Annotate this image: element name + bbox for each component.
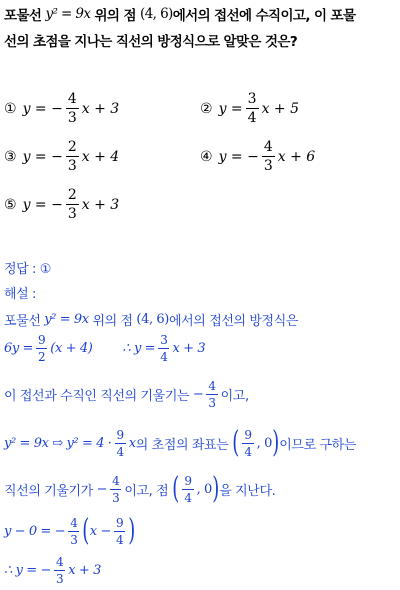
denominator: 3 <box>56 572 64 586</box>
option-rhs: x + 5 <box>261 100 300 117</box>
numerator: 4 <box>67 91 77 107</box>
option-rhs: x + 3 <box>81 196 120 213</box>
solution-equation: x − <box>89 523 111 539</box>
numerator: 9 <box>244 427 252 442</box>
solution-equation: x + 3 <box>172 341 206 356</box>
numerator: 3 <box>247 91 257 107</box>
solution-equation: , 0 <box>256 435 272 451</box>
left-paren: ( <box>232 425 240 460</box>
solution-fraction <box>242 429 253 458</box>
solution-equation: x <box>128 435 136 451</box>
numerator: 9 <box>38 333 46 347</box>
solution-equation: ∴ y = <box>122 341 156 356</box>
option-fraction <box>262 140 275 173</box>
option-5[interactable] <box>4 188 119 221</box>
numerator: 4 <box>263 139 273 155</box>
implies-arrow-icon: ⇨ <box>52 435 63 451</box>
solution-text: 의 초점의 좌표는 <box>135 437 229 453</box>
solution-fraction <box>158 334 169 363</box>
denominator: 3 <box>263 158 273 174</box>
solution-equation: , 0 <box>196 481 212 497</box>
answer-line <box>4 258 51 277</box>
left-paren: ( <box>82 513 90 548</box>
question-line-1 <box>4 4 355 24</box>
solution-text: 이고, <box>220 389 249 404</box>
option-lhs: y = − <box>22 148 63 165</box>
solution-step-7 <box>4 556 101 585</box>
option-rhs: x + 6 <box>277 148 316 165</box>
right-paren: ) <box>212 471 219 506</box>
denominator: 4 <box>247 110 257 126</box>
denominator: 3 <box>67 206 77 222</box>
solution-fraction <box>110 475 121 504</box>
option-3[interactable] <box>4 140 119 173</box>
option-4[interactable] <box>200 140 315 173</box>
denominator: 4 <box>115 532 124 547</box>
denominator: 3 <box>208 396 216 410</box>
solution-equation: y − 0 = − <box>4 523 66 539</box>
solution-equation: x + 3 <box>68 563 102 578</box>
solution-step-2 <box>4 334 205 363</box>
numerator: 4 <box>70 515 78 530</box>
denominator: 3 <box>112 490 120 505</box>
denominator: 2 <box>38 350 46 364</box>
solution-equation: ∴ y = − <box>4 563 51 578</box>
option-fraction <box>66 140 79 173</box>
solution-text: 을 지난다. <box>219 483 276 499</box>
option-lhs: y = − <box>22 100 63 117</box>
solution-step-1 <box>4 310 298 329</box>
numerator: 4 <box>56 555 64 569</box>
denominator: 4 <box>116 444 124 459</box>
solution-fraction <box>115 429 126 458</box>
solution-text: 직선의 기울기가 <box>4 483 93 499</box>
numerator: 9 <box>116 427 124 442</box>
numerator: 9 <box>115 515 124 530</box>
solution-step-4 <box>4 425 356 460</box>
numerator: 9 <box>184 473 192 488</box>
numerator: 3 <box>160 333 168 347</box>
solution-text: 에서의 접선의 방정식은 <box>168 314 299 329</box>
numerator: 4 <box>112 473 120 488</box>
option-number: ③ <box>4 148 17 165</box>
denominator: 3 <box>67 110 77 126</box>
option-lhs: y = − <box>218 148 259 165</box>
solution-equation: y² = 4 · <box>66 435 112 451</box>
option-number: ① <box>4 100 17 117</box>
solution-equation: (x + 4) <box>50 341 93 356</box>
question-text: 위의 점 <box>94 8 136 24</box>
denominator: 3 <box>70 532 78 547</box>
solution-text: 이 접선과 수직인 직선의 기울기는 <box>4 389 190 404</box>
solution-step-6 <box>4 513 136 548</box>
solution-equation: y² = 9x <box>4 435 49 451</box>
option-fraction <box>246 92 259 125</box>
option-2[interactable] <box>200 92 299 125</box>
question-line-2 <box>4 30 297 50</box>
solution-step-3 <box>4 380 249 409</box>
option-number: ④ <box>200 148 213 165</box>
solution-step-5 <box>4 471 276 506</box>
solution-fraction <box>114 517 125 546</box>
solution-text: 위의 점 <box>92 314 133 329</box>
solution-fraction <box>68 517 79 546</box>
explanation-label-line <box>4 283 36 302</box>
option-rhs: x + 3 <box>81 100 120 117</box>
denominator: 4 <box>244 444 252 459</box>
right-paren: ) <box>128 513 136 548</box>
solution-fraction <box>182 475 193 504</box>
solution-text: 포물선 <box>4 314 41 329</box>
denominator: 3 <box>67 158 77 174</box>
explanation-label: 해설 : <box>4 287 37 302</box>
point-coordinates: (4, 6) <box>140 6 173 22</box>
minus-sign: − <box>96 481 108 497</box>
option-number: ② <box>200 100 213 117</box>
solution-fraction <box>206 380 217 409</box>
solution-fraction <box>36 334 47 363</box>
minus-sign: − <box>192 387 204 402</box>
option-rhs: x + 4 <box>81 148 120 165</box>
option-1[interactable] <box>4 92 119 125</box>
solution-equation: 6y = <box>4 341 34 356</box>
option-fraction <box>66 188 79 221</box>
parabola-equation: y² = 9x <box>45 6 91 22</box>
solution-fraction <box>54 556 65 585</box>
question-text: 포물선 <box>4 8 42 24</box>
option-number: ⑤ <box>4 196 17 213</box>
numerator: 4 <box>208 379 216 393</box>
denominator: 4 <box>160 350 168 364</box>
solution-equation: y² = 9x <box>44 312 89 327</box>
numerator: 2 <box>67 139 77 155</box>
option-lhs: y = <box>218 100 243 117</box>
answer-label: 정답 : ① <box>4 262 52 277</box>
right-paren: ) <box>272 425 280 460</box>
solution-text: 이므로 구하는 <box>279 437 356 453</box>
solution-text: 이고, 점 <box>124 483 169 499</box>
denominator: 4 <box>184 490 192 505</box>
solution-point: (4, 6) <box>136 312 169 327</box>
option-fraction <box>66 92 79 125</box>
left-paren: ( <box>172 471 180 506</box>
option-lhs: y = − <box>22 196 63 213</box>
numerator: 2 <box>67 187 77 203</box>
question-text: 선의 초점을 지나는 직선의 방정식으로 알맞은 것은? <box>4 34 298 50</box>
question-text: 에서의 접선에 수직이고, 이 포물 <box>172 8 356 24</box>
